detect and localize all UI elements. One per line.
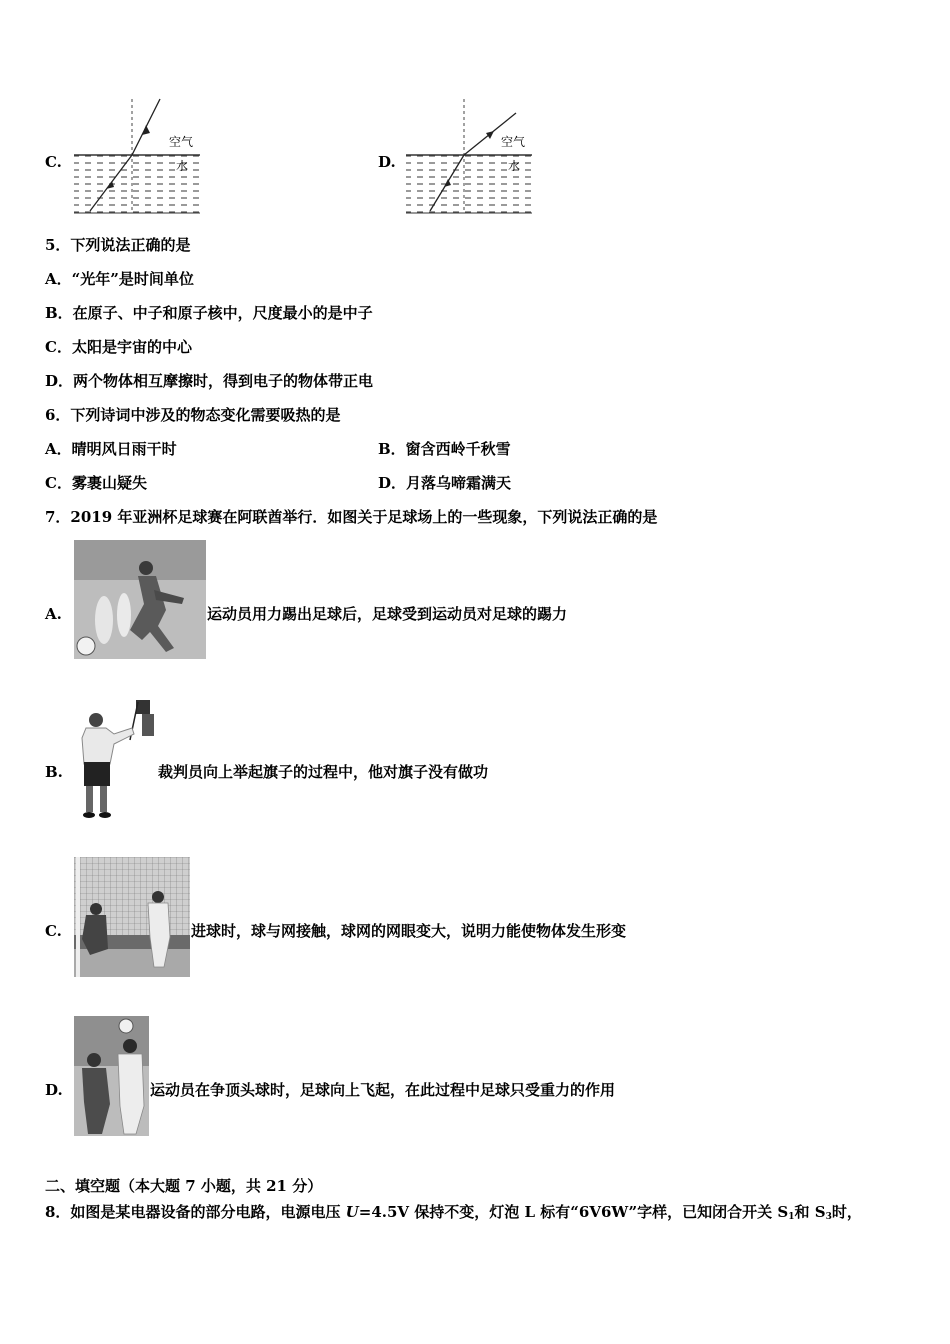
q8-voltage-var: U: [345, 1203, 359, 1221]
q8-prefix: 8．如图是某电器设备的部分电路，电源电压: [45, 1203, 346, 1221]
refraction-diagram-d: [404, 97, 536, 215]
q5-option-a: A．“光年”是时间单位: [45, 270, 194, 288]
diagram-d-label: D.: [378, 153, 396, 171]
q7-option-a-text: 运动员用力踢出足球后，足球受到运动员对足球的踢力: [207, 605, 568, 623]
q6-option-b: B．窗含西岭千秋雪: [378, 440, 511, 458]
q7-option-a-label: A.: [45, 605, 62, 623]
arrow-icon: [486, 131, 494, 139]
q8-suffix: 时，: [831, 1203, 862, 1221]
air-label: 空气: [169, 135, 194, 149]
diagram-c-label: C.: [45, 153, 62, 171]
q5-stem: 5．下列说法正确的是: [45, 236, 191, 254]
q5-option-d: D．两个物体相互摩擦时，得到电子的物体带正电: [45, 372, 374, 390]
q8-s3-subscript: 3: [825, 1212, 832, 1222]
photo-player-kicking: [74, 540, 206, 659]
photo-header-duel: [74, 1016, 149, 1136]
q8-and: 和 S: [794, 1203, 826, 1221]
arrow-up-icon: [142, 125, 150, 135]
q6-option-d: D．月落乌啼霜满天: [378, 474, 512, 492]
q7-stem: 7．2019 年亚洲杯足球赛在阿联酋举行．如图关于足球场上的一些现象，下列说法正确的是: [45, 508, 658, 526]
q7-option-c-label: C.: [45, 922, 62, 940]
q7-option-b-label: B.: [45, 763, 63, 781]
q7-option-c-text: 进球时，球与网接触，球网的网眼变大，说明力能使物体发生形变: [191, 922, 627, 940]
q5-option-b: B．在原子、中子和原子核中，尺度最小的是中子: [45, 304, 373, 322]
q8-stem: [45, 1202, 862, 1227]
q7-option-d-label: D.: [45, 1081, 63, 1099]
q7-option-b-text: 裁判员向上举起旗子的过程中，他对旗子没有做功: [158, 763, 489, 781]
q6-option-c: C．雾裹山疑失: [45, 474, 147, 492]
q7-option-d-text: 运动员在争顶头球时，足球向上飞起，在此过程中足球只受重力的作用: [150, 1081, 616, 1099]
section-2-title: 二、填空题（本大题 7 小题，共 21 分）: [45, 1177, 323, 1195]
water-label: 水: [508, 159, 521, 173]
q6-option-a: A．晴明风日雨干时: [45, 440, 177, 458]
water-label: 水: [176, 159, 189, 173]
q5-option-c: C．太阳是宇宙的中心: [45, 338, 192, 356]
q8-mid: =4.5V 保持不变，灯泡 L 标有“6V6W”字样，已知闭合开关 S: [358, 1203, 789, 1221]
photo-referee-flag: [74, 698, 156, 820]
q6-stem: 6．下列诗词中涉及的物态变化需要吸热的是: [45, 406, 341, 424]
photo-goal-net: [74, 857, 190, 977]
air-label: 空气: [501, 135, 526, 149]
refraction-diagram-c: [72, 97, 204, 215]
q8-s1-subscript: 1: [788, 1212, 795, 1222]
